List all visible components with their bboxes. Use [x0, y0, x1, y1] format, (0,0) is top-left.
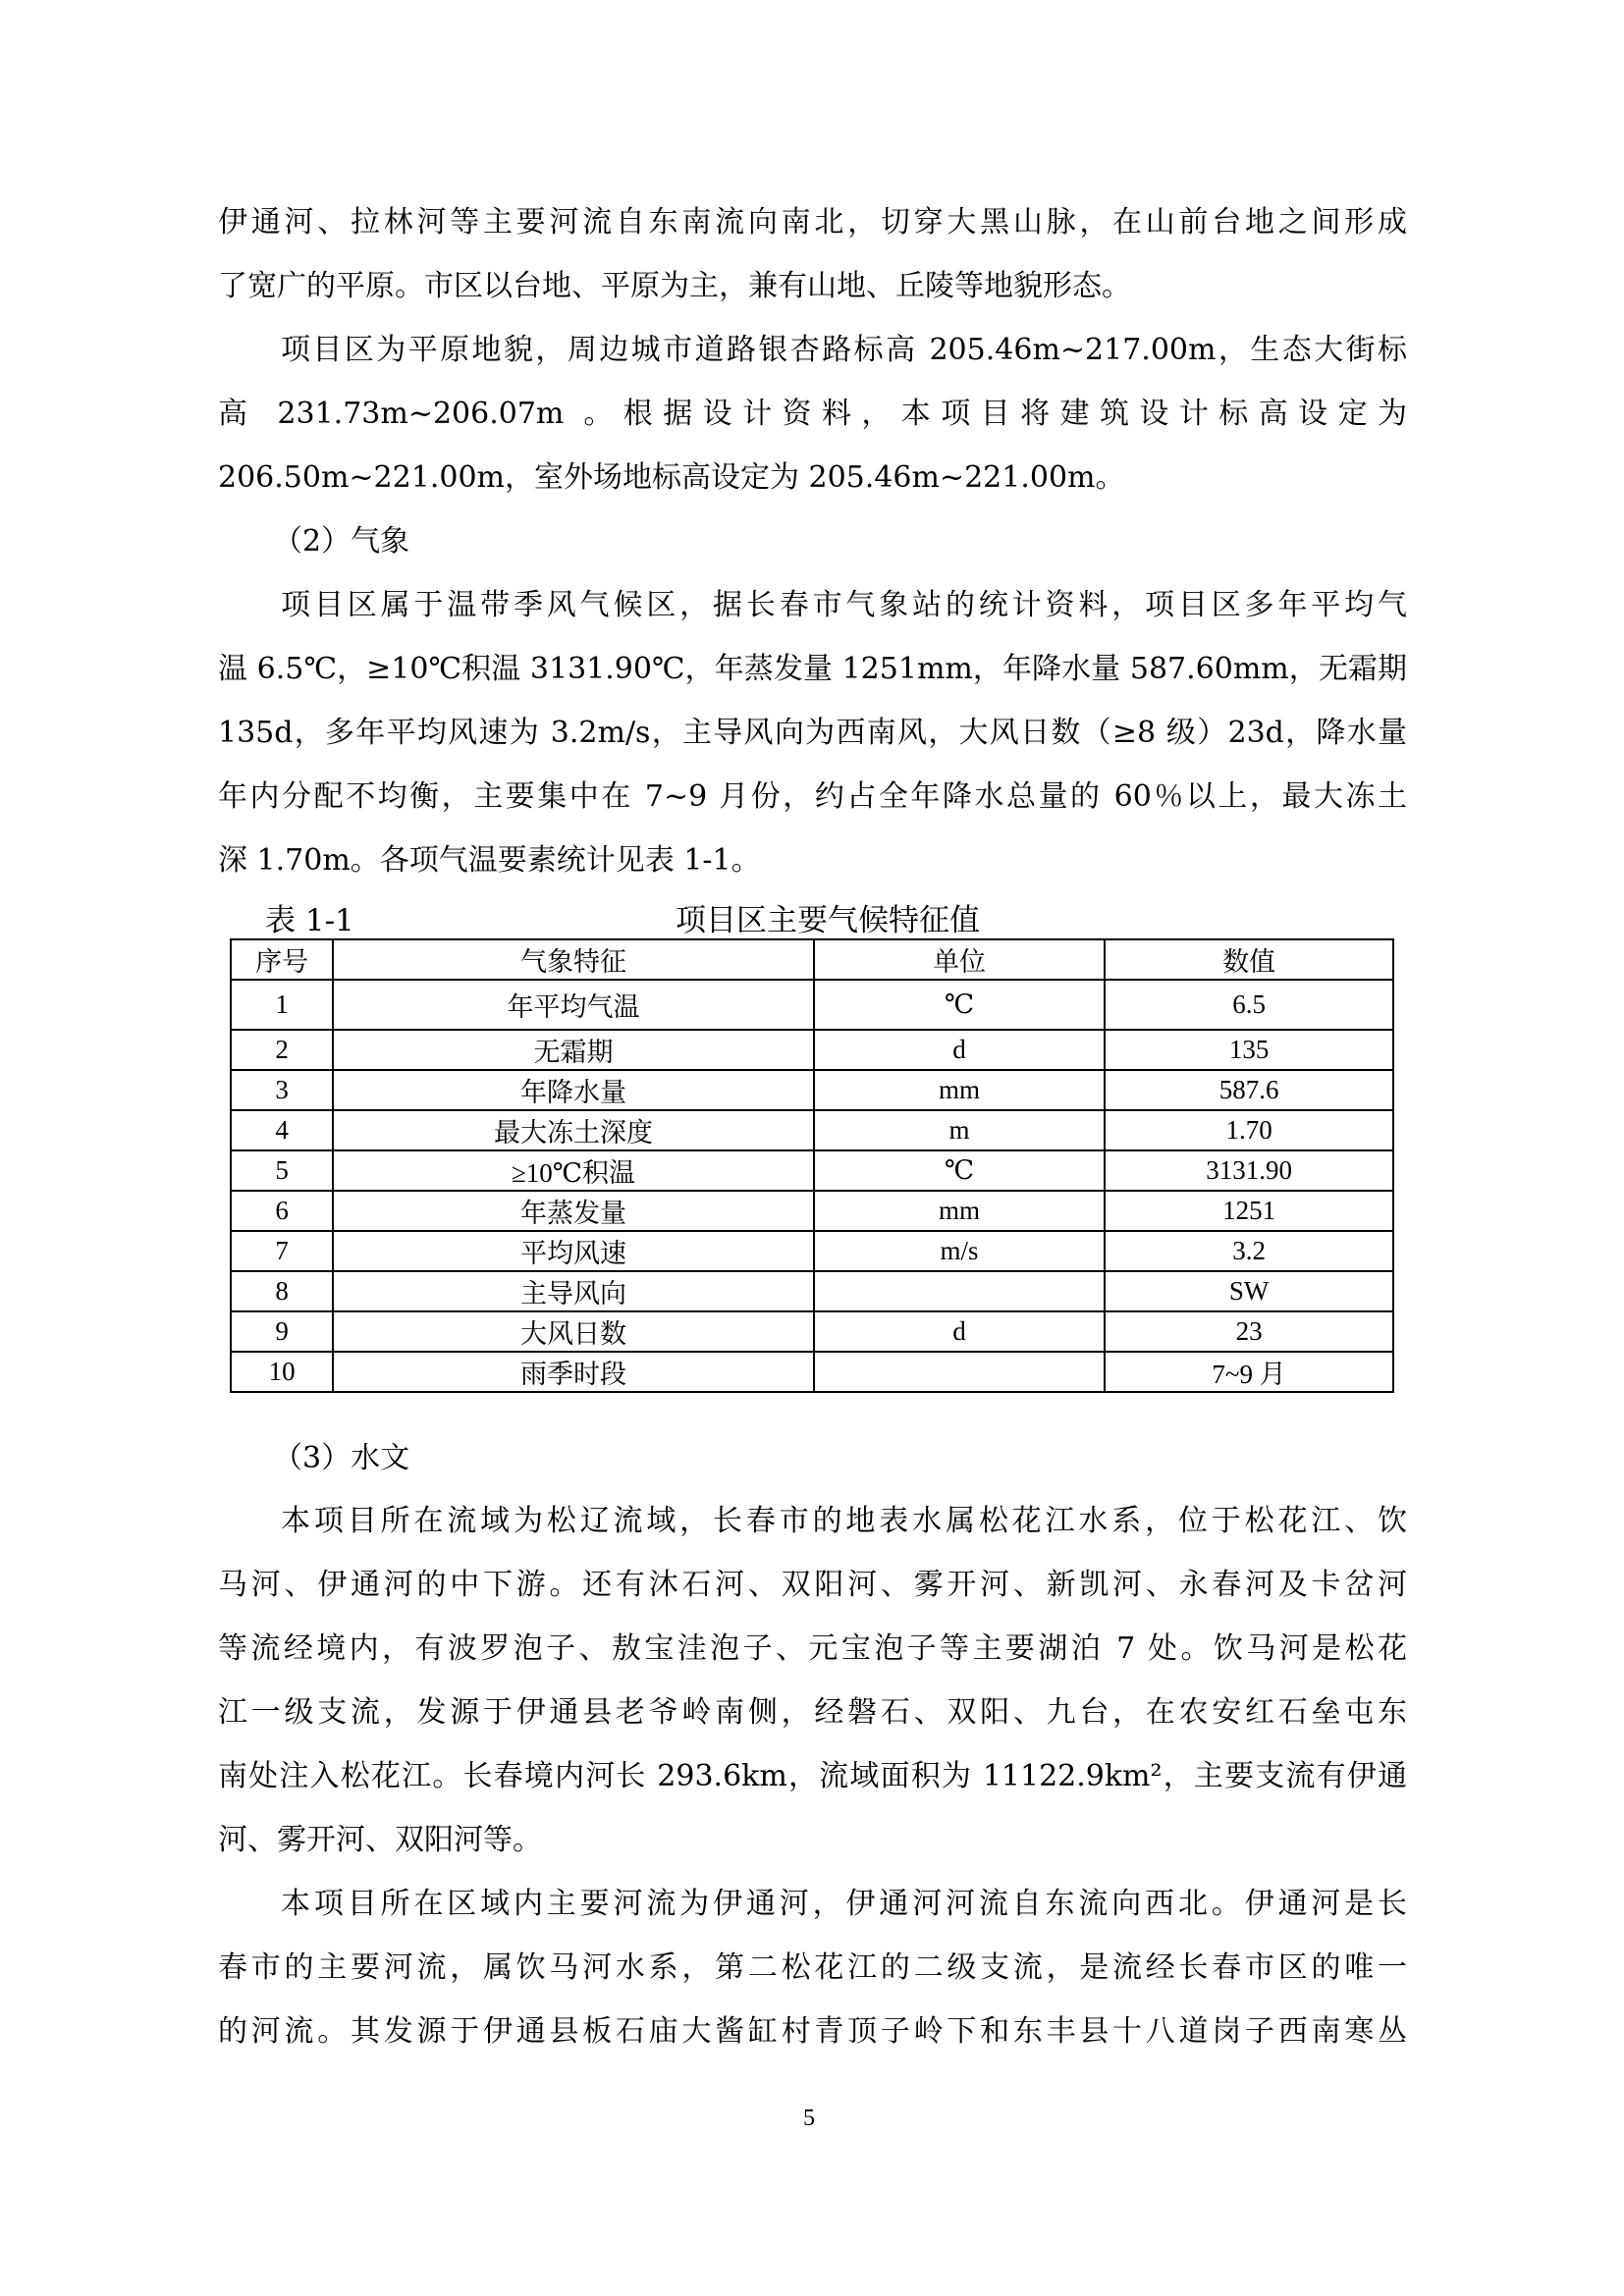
cell-unit: mm: [814, 1191, 1105, 1231]
cell-value: 6.5: [1105, 980, 1393, 1030]
table-row: [231, 1311, 1393, 1352]
cell-index: 1: [231, 980, 333, 1030]
body-line: 等流经境内，有波罗泡子、敖宝洼泡子、元宝泡子等主要湖泊 7 处。饮马河是松花: [218, 1631, 1407, 1666]
header-index: 序号: [231, 939, 333, 980]
cell-value: 1.70: [1105, 1110, 1393, 1150]
body-line: 135d，多年平均风速为 3.2m/s，主导风向为西南风，大风日数（≥8 级）23d，降水量: [218, 716, 1407, 750]
cell-value: 7~9 月: [1105, 1352, 1393, 1392]
table-row: [231, 1352, 1393, 1392]
table-header-row: [231, 939, 1393, 980]
body-line: 的河流。其发源于伊通县板石庙大酱缸村青顶子岭下和东丰县十八道岗子西南寒丛: [218, 2014, 1407, 2049]
cell-feature: 年蒸发量: [333, 1191, 814, 1231]
table-title: 项目区主要气候特征值: [676, 903, 980, 938]
section-heading-climate: （2）气象: [273, 524, 410, 559]
table-row: [231, 1271, 1393, 1311]
cell-feature: 年降水量: [333, 1070, 814, 1110]
section-heading-hydrology: （3）水文: [273, 1441, 410, 1475]
cell-value: 3.2: [1105, 1231, 1393, 1271]
body-line: 温 6.5℃，≥10℃积温 3131.90℃，年蒸发量 1251mm，年降水量 587.60mm，无霜期: [218, 652, 1407, 686]
body-line: 江一级支流，发源于伊通县老爷岭南侧，经磐石、双阳、九台，在农安红石垒屯东: [218, 1695, 1407, 1730]
climate-table: [230, 938, 1394, 1393]
cell-index: 8: [231, 1271, 333, 1311]
body-line: 春市的主要河流，属饮马河水系，第二松花江的二级支流，是流经长春市区的唯一: [218, 1950, 1407, 1985]
header-feature: 气象特征: [333, 939, 814, 980]
table-row: [231, 1070, 1393, 1110]
table-row: [231, 1150, 1393, 1191]
body-line: 伊通河、拉林河等主要河流自东南流向南北，切穿大黑山脉，在山前台地之间形成: [218, 205, 1407, 240]
cell-unit: [814, 1271, 1105, 1311]
body-line: 了宽广的平原。市区以台地、平原为主，兼有山地、丘陵等地貌形态。: [218, 269, 1131, 303]
cell-unit: m/s: [814, 1231, 1105, 1271]
cell-unit: d: [814, 1030, 1105, 1070]
cell-value: 23: [1105, 1311, 1393, 1352]
cell-index: 7: [231, 1231, 333, 1271]
cell-unit: ℃: [814, 1150, 1105, 1191]
body-line: 深 1.70m。各项气温要素统计见表 1-1。: [218, 843, 761, 878]
table-row: [231, 980, 1393, 1030]
cell-value: 1251: [1105, 1191, 1393, 1231]
cell-feature: 平均风速: [333, 1231, 814, 1271]
cell-unit: d: [814, 1311, 1105, 1352]
body-line: 206.50m~221.00m，室外场地标高设定为 205.46m~221.00m。: [218, 460, 1125, 495]
cell-value: SW: [1105, 1271, 1393, 1311]
body-line: 项目区为平原地貌，周边城市道路银杏路标高 205.46m~217.00m，生态大街标: [281, 333, 1407, 367]
cell-index: 10: [231, 1352, 333, 1392]
table-row: [231, 1030, 1393, 1070]
header-value: 数值: [1105, 939, 1393, 980]
body-line: 河、雾开河、双阳河等。: [218, 1823, 542, 1857]
cell-unit: mm: [814, 1070, 1105, 1110]
body-line: 高 231.73m~206.07m 。根据设计资料，本项目将建筑设计标高设定为: [218, 397, 1407, 431]
body-line: 本项目所在流域为松辽流域，长春市的地表水属松花江水系，位于松花江、饮: [281, 1504, 1407, 1538]
cell-unit: m: [814, 1110, 1105, 1150]
body-line: 南处注入松花江。长春境内河长 293.6km，流域面积为 11122.9km²，主要支流有伊通: [218, 1759, 1407, 1793]
cell-value: 3131.90: [1105, 1150, 1393, 1191]
cell-unit: [814, 1352, 1105, 1392]
cell-index: 4: [231, 1110, 333, 1150]
cell-feature: 主导风向: [333, 1271, 814, 1311]
cell-index: 6: [231, 1191, 333, 1231]
body-line: 马河、伊通河的中下游。还有沐石河、双阳河、雾开河、新凯河、永春河及卡岔河: [218, 1568, 1407, 1602]
page-number: 5: [803, 2106, 815, 2131]
body-line: 本项目所在区域内主要河流为伊通河，伊通河河流自东流向西北。伊通河是长: [281, 1887, 1407, 1921]
cell-value: 135: [1105, 1030, 1393, 1070]
table-row: [231, 1231, 1393, 1271]
body-line: 项目区属于温带季风气候区，据长春市气象站的统计资料，项目区多年平均气: [281, 588, 1407, 622]
body-line: 年内分配不均衡，主要集中在 7~9 月份，约占全年降水总量的 60％以上，最大冻土: [218, 779, 1407, 814]
cell-feature: ≥10℃积温: [333, 1150, 814, 1191]
cell-value: 587.6: [1105, 1070, 1393, 1110]
table-row: [231, 1110, 1393, 1150]
cell-unit: ℃: [814, 980, 1105, 1030]
cell-feature: 大风日数: [333, 1311, 814, 1352]
table-number: 表 1-1: [265, 903, 354, 938]
cell-feature: 年平均气温: [333, 980, 814, 1030]
cell-index: 9: [231, 1311, 333, 1352]
header-unit: 单位: [814, 939, 1105, 980]
table-row: [231, 1191, 1393, 1231]
cell-index: 3: [231, 1070, 333, 1110]
cell-feature: 雨季时段: [333, 1352, 814, 1392]
cell-index: 2: [231, 1030, 333, 1070]
cell-feature: 最大冻土深度: [333, 1110, 814, 1150]
cell-index: 5: [231, 1150, 333, 1191]
cell-feature: 无霜期: [333, 1030, 814, 1070]
